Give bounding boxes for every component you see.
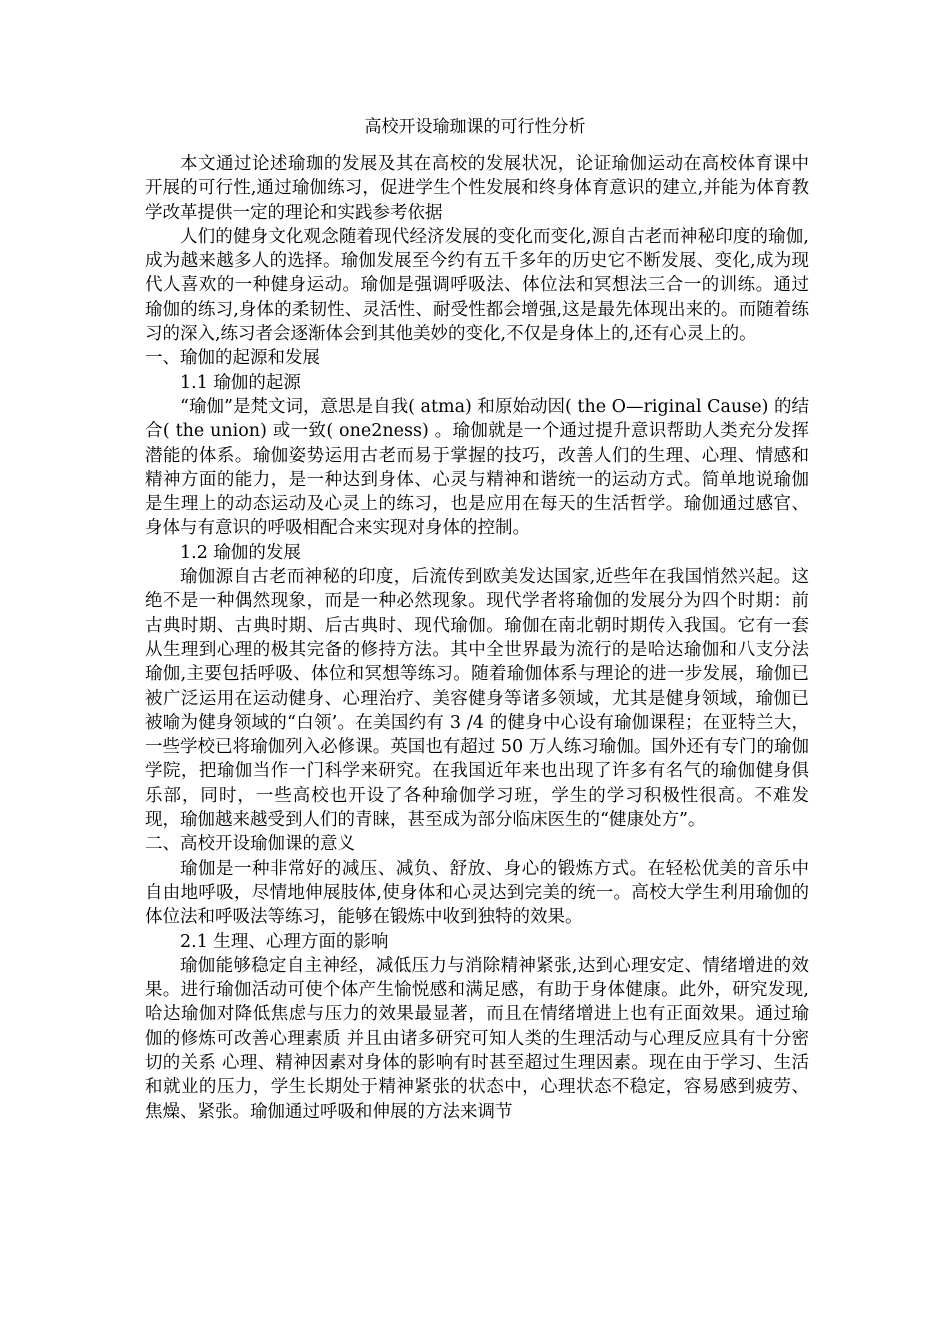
- document-body: [145, 152, 809, 1124]
- section-heading-2: 二、高校开设瑜伽课的意义: [145, 834, 355, 855]
- body-paragraph: 瑜伽是一种非常好的减压、减负、舒放、身心的锻炼方式。在轻松优美的音乐中自由地呼吸，尽情地伸展肢体,使身体和心灵达到完美的统一。高校大学生利用瑜伽的体位法和呼吸法等练习，能够在锻炼中收到独特的效果。: [145, 858, 809, 928]
- document-title: 高校开设瑜珈课的可行性分析: [364, 117, 586, 137]
- subsection-heading-1-2: 1.2 瑜伽的发展: [180, 542, 301, 563]
- abstract-paragraph: 本文通过论述瑜珈的发展及其在高校的发展状况，论证瑜伽运动在高校体育课中开展的可行性,通过瑜伽练习，促进学生个性发展和终身体育意识的建立,并能为体育教学改革提供一定的理论和实践参考依据: [145, 154, 809, 223]
- intro-paragraph: 人们的健身文化观念随着现代经济发展的变化而变化,源自古老而神秘印度的瑜伽,成为越来越多人的选择。瑜伽发展至今约有五千多年的历史它不断发展、变化,成为现代人喜欢的一种健身运动。瑜伽是强调呼吸法、体位法和冥想法三合一的训练。通过瑜伽的练习,身体的柔韧性、灵活性、耐受性都会增强,这是最先体现出来的。而随着练习的深入,练习者会逐渐体会到其他美妙的变化,不仅是身体上的,还有心灵上的。: [145, 226, 809, 345]
- subsection-heading-2-1: 2.1 生理、心理方面的影响: [180, 931, 389, 952]
- body-paragraph: “瑜伽”是梵文词，意思是自我( atma) 和原始动因( the O—riginal Cause) 的结合( the union) 或一致( one2ness) 。瑜伽就是一个通过提升意识帮助人类充分发挥潜能的体系。瑜伽姿势运用古老而易于掌握的技巧，改善人们的生理、心理、情感和精神方面的能力，是一种达到身体、心灵与精神和谐统一的运动方式。简单地说瑜伽是生理上的动态运动及心灵上的练习，也是应用在每天的生活哲学。瑜伽通过感官、身体与有意识的呼吸相配合来实现对身体的控制。: [145, 396, 809, 539]
- subsection-heading-1-1: 1.1 瑜伽的起源: [180, 372, 301, 393]
- body-paragraph: 瑜伽源自古老而神秘的印度，后流传到欧美发达国家,近些年在我国悄然兴起。这绝不是一种偶然现象，而是一种必然现象。现代学者将瑜伽的发展分为四个时期：前古典时期、古典时期、后古典时、现代瑜伽。瑜伽在南北朝时期传入我国。它有一套从生理到心理的极其完备的修持方法。其中全世界最为流行的是哈达瑜伽和八支分法瑜伽,主要包括呼吸、体位和冥想等练习。随着瑜伽体系与理论的进一步发展，瑜伽已被广泛运用在运动健身、心理治疗、美容健身等诸多领域，尤其是健身领域，瑜伽已被喻为健身领域的“白领’。在美国约有 3 /4 的健身中心设有瑜伽课程；在亚特兰大，一些学校已将瑜伽列入必修课。英国也有超过 50 万人练习瑜伽。国外还有专门的瑜伽学院，把瑜伽当作一门科学来研究。在我国近年来也出现了许多有名气的瑜伽健身俱乐部，同时，一些高校也开设了各种瑜伽学习班，学生的学习积极性很高。不难发现，瑜伽越来越受到人们的青睐，甚至成为部分临床医生的“健康处方”。: [145, 567, 809, 831]
- body-paragraph: 瑜伽能够稳定自主神经，减低压力与消除精神紧张,达到心理安定、情绪增进的效果。进行瑜伽活动可使个体产生愉悦感和满足感，有助于身体健康。此外，研究发现,哈达瑜伽对降低焦虑与压力的效果最显著，而且在情绪增进上也有正面效果。通过瑜伽的修炼可改善心理素质 并且由诸多研究可知人类的生理活动与心理反应具有十分密切的关系 心理、精神因素对身体的影响有时甚至超过生理因素。现在由于学习、生活和就业的压力，学生长期处于精神紧张的状态中，心理状态不稳定，容易感到疲劳、焦燥、紧张。瑜伽通过呼吸和伸展的方法来调节: [145, 955, 809, 1122]
- section-heading-1: 一、瑜伽的起源和发展: [145, 348, 320, 369]
